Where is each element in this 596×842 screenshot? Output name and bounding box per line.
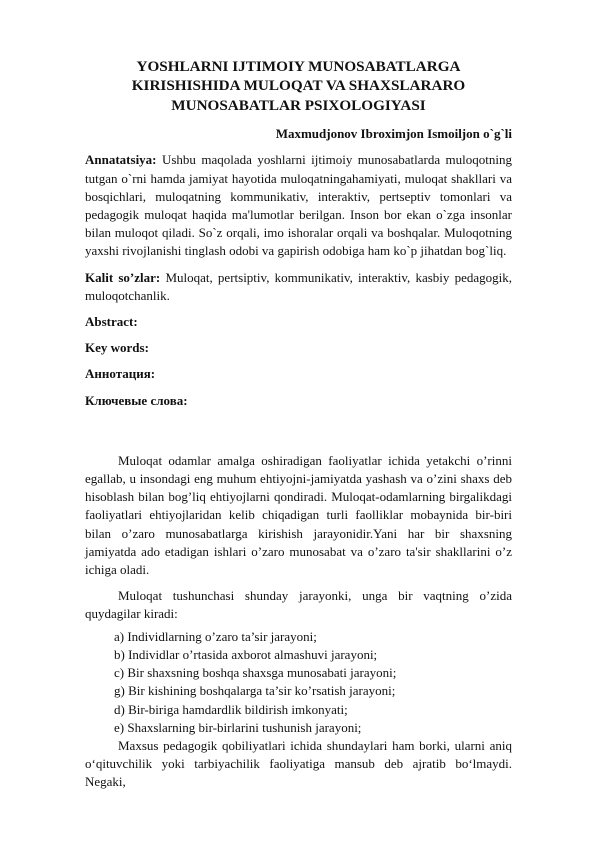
paper-title: YOSHLARNI IJTIMOIY MUNOSABATLARGA KIRISHISHIDA MULOQAT VA SHAXSLARARO MUNOSABATLAR PSIXOLOGIYASI <box>131 58 466 114</box>
author-name: Maxmudjonov Ibroximjon Ismoiljon o`g`li <box>275 126 512 142</box>
process-list <box>114 628 512 737</box>
annotation-text: Ushbu maqolada yoshlarni ijtimoiy munosabatlarda muloqotning tutgan o`rni hamda jamiyat hayotida muloqatningahamiyati, muloqat shakllari va bosqichlari, muloqatning kommunikativ, interaktiv, pertseptiv tomonlari va pedagogik muloqat haqida ma'lumotlar berilgan. Inson bor ekan o`zga insonlar bilan muloqot qiladi. So`z orqali, imo ishoralar orqali va boshqalar. Muloqotning yaxshi rivojlanishi tinglash odobi va gapirish odobiga ham ko`p jihatdan bog`liq. <box>85 152 512 259</box>
list-item: e) Shaxslarning bir-birlarini tushunish jarayoni; <box>114 719 362 735</box>
list-item: c) Bir shaxsning boshqa shaxsga munosabati jarayoni; <box>114 665 397 681</box>
body-paragraph-3: Maxsus pedagogik qobiliyatlari ichida shundaylari ham borki, ularni aniq o‘qituvchilik yoki tarbiyachilik faoliyatiga mansub deb ajratib bo‘lmaydi. Negaki, <box>85 737 512 790</box>
keywords-en-label: Key words: <box>85 340 149 356</box>
annotation-ru-label: Аннотация: <box>85 366 156 382</box>
document-page <box>85 57 512 792</box>
keywords-label: Kalit so’zlar: <box>85 269 161 285</box>
list-item: d) Bir-biriga hamdardlik bildirish imkonyati; <box>114 701 348 717</box>
keywords-paragraph <box>85 269 512 305</box>
annotation-paragraph <box>85 151 512 260</box>
keywords-ru-label: Ключевые слова: <box>85 392 188 408</box>
list-item: a) Individlarning o’zaro ta’sir jarayoni; <box>114 628 317 644</box>
keywords-text: Muloqat, pertsiptiv, kommunikativ, interaktiv, kasbiy pedagogik, muloqotchanlik. <box>85 269 512 303</box>
spacer <box>85 410 512 452</box>
annotation-label: Annatatsiya: <box>85 152 157 168</box>
list-item: b) Individlar o’rtasida axborot almashuvi jarayoni; <box>114 646 378 662</box>
body-paragraph-1: Muloqat odamlar amalga oshiradigan faoliyatlar ichida yetakchi o’rinni egallab, u insondagi eng muhum ehtiyojni-jamiyatda yashash va o’zini shaxs deb hisoblash bilan bog’liq ehtiyojlarni qondiradi. Muloqat-odamlarning birgalikdagi faoliyatlari ehtiyojlaridan kelib chiqadigan turli faolliklar mobaynida bir-biri bilan o’zaro munosabatlarga kirishish jarayonidir.Yani har bir shaxsning jamiyatda ado etadigan ishlari o’zaro munosabat va o’zaro ta'sir shakllarini o’z ichiga oladi. <box>85 452 512 578</box>
list-item: g) Bir kishining boshqalarga ta’sir ko’rsatish jarayoni; <box>114 683 396 699</box>
body-paragraph-2: Muloqat tushunchasi shunday jarayonki, unga bir vaqtning o’zida quydagilar kiradi: <box>85 588 512 622</box>
abstract-label: Abstract: <box>85 314 138 330</box>
